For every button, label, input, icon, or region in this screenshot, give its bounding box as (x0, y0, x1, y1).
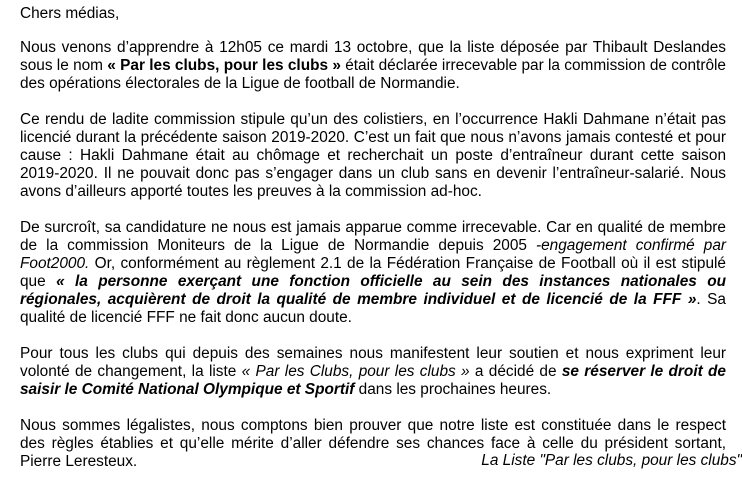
paragraph-text: . Sa qualité de licencié FFF ne fait donc aucun doute. (20, 291, 726, 326)
paragraph-list-rejected (20, 39, 726, 93)
paragraph-text: Nous venons d’apprendre à 12h05 ce mardi 13 octobre, que la liste déposée par Thibault Deslandes sous le nom (20, 39, 726, 74)
list-name: « Par les Clubs, pour les clubs » (241, 363, 470, 380)
paragraph-commission-ruling: Ce rendu de ladite commission stipule qu’un des colistiers, en l’occurrence Hakli Dahmane n’était pas licencié durant la précédente saison 2019-2020. C’est un fait que nous n’avons jamais contesté et pour cause : Hakli Dahmane était au chômage et recherchait un poste d’entraîneur durant cette saison 2019-2020. Il ne pouvait donc pas s’engager dans un club sans en devenir l’entraîneur-salarié. Nous avons d’ailleurs apporté toutes les preuves à la commission ad-hoc. (20, 111, 726, 200)
paragraph-text: dans les prochaines heures. (354, 381, 552, 398)
paragraph-clubs-support (20, 345, 726, 399)
paragraph-text: Or, conformément au règlement 2.1 de la Fédération Française de Football où il est stipulé que (20, 255, 726, 290)
press-release (20, 5, 726, 489)
italic-note: -engagement confirmé par Foot2000. (20, 237, 726, 272)
paragraph-legalists: Nous sommes légalistes, nous comptons bien prouver que notre liste est constituée dans le respect des règles établies et qu’elle mérite d’aller défendre ses chances face à celle du président sortant, Pierre Leresteux. (20, 417, 726, 470)
paragraph-text: Pour tous les clubs qui depuis des semaines nous manifestent leur soutien et nous expriment leur volonté de changement, la liste (20, 345, 726, 380)
list-name: « Par les clubs, pour les clubs » (107, 57, 341, 74)
paragraph-text: a décidé de (469, 363, 562, 380)
signature: La Liste "Par les clubs, pour les clubs" (481, 452, 742, 469)
paragraph-text: De surcroît, sa candidature ne nous est jamais apparue comme irrecevable. Car en qualité de membre de la commission Moniteurs de la Ligue de Normandie depuis 2005 (20, 219, 726, 254)
regulation-quote: « la personne exerçant une fonction officielle au sein des instances nationales ou régionales, acquièrent de droit la qualité de membre individuel et de licencié de la FFF » (20, 273, 726, 308)
paragraph-text: était déclarée irrecevable par la commission de contrôle des opérations électorales de la Ligue de football de Normandie. (20, 57, 726, 92)
emphasis-text: se réserver le droit de saisir le Comité National Olympique et Sportif (20, 363, 726, 398)
paragraph-candidacy (20, 219, 726, 327)
greeting: Chers médias, (20, 5, 120, 22)
